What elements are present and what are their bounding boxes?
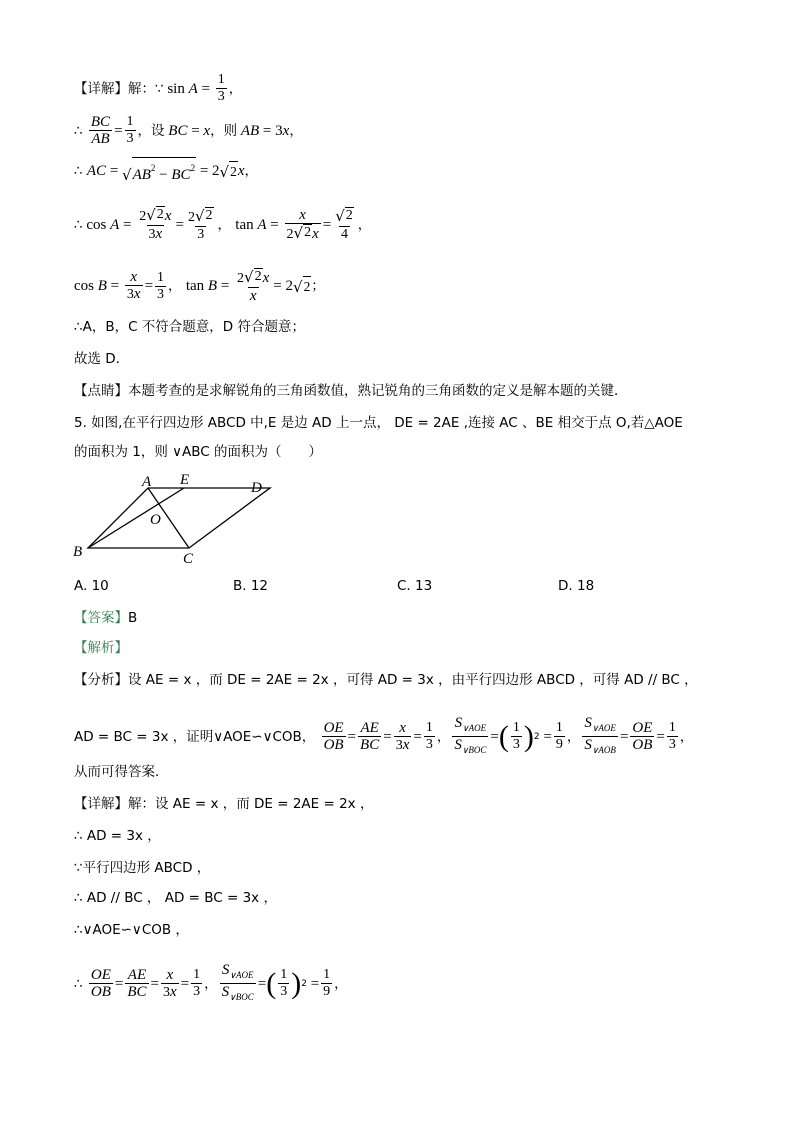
segment-be [88,488,184,548]
detail-line-5: cos B = $\frac{x}{3x}$ = $\frac{1}{3}$ ， tan B = 2 √ 2 x x = 2 √ 2 ； [74,268,325,304]
comment-text: 本题考查的是求解锐角的三角函数值，熟记锐角的三角函数的定义是解本题的关键． [128,383,628,399]
label-b: B [73,544,83,560]
option-a: A. 10 [74,578,109,594]
fraction: $\frac{1}{3}$ [425,720,433,752]
question-5-line-1: 5. 如图,在平行四边形 ABCD 中,E 是边 AD 上一点， DE = 2AE ,连接 AC 、BE 相交于点 O,若△AOE [74,415,683,431]
fraction: $\frac{AE}{BC}$ [360,720,380,753]
option-d: D. 18 [558,578,595,594]
comment-tag: 【点睛】 [74,383,128,399]
fraction: $\frac{1}{3}$ [157,269,165,302]
fraction: $\frac{OE}{OB}$ [323,720,344,753]
parallelogram-figure [68,470,288,570]
detail2-line-3: ∵平行四边形 ABCD ， [74,860,211,876]
conclusion-line: ∴A，B，C 不符合题意，D 符合题意； [74,319,305,335]
question-5-line-2: 的面积为 1，则 ∨ABC 的面积为（ ） [74,444,323,460]
fraction: 2 √ 2 x x [237,268,270,304]
fraction: $\frac{1}{3}$ [280,967,288,999]
fraction: $\frac{OE}{OB}$ [90,967,111,1000]
radical: √ 2 [293,277,311,296]
detail-line-4: ∴ cos A = 2 √ 2 x 3x = 2 √ 2 3 ， tan A = x 2 √ 2 x = √ 2 4 ， [74,206,372,242]
fraction: $\frac{1}{9}$ [323,967,331,999]
analysis-tag: 【解析】 [74,640,128,656]
fraction: $\frac{x}{3x}$ [126,269,141,302]
answer-tag: 【答案】 [74,610,128,626]
detail-line-3: ∴ AC = √ $AB^2 - BC^2$ = 2 √ 2 x ， [74,157,258,185]
detail2-line-1: 【详解】 解： 设 AE = x ，而 DE = 2AE = 2x ， [74,796,374,812]
detail-line-2: ∴ $\frac{BC}{AB}$ = $\frac{1}{3}$ ，设 BC = x ，则 AB = 3 x ， [74,114,303,147]
fraction: $\frac{1}{3}$ [126,114,134,146]
fraction: $\frac{1}{3}$ [512,720,520,752]
label-o: O [150,512,161,528]
analyze-line-1: 【分析】 设 AE = x ，而 DE = 2AE = 2x ，可得 AD = 3x ，由平行四边形 ABCD ，可得 AD // BC ， [74,672,698,688]
fraction: $\frac{1}{9}$ [555,720,563,752]
detail2-line-2: ∴ AD = 3x ， [74,828,161,844]
label-e: E [180,472,190,488]
fraction: $\frac{x}{3x}$ [163,966,177,1000]
fraction: $\frac{S_{\vee AOE}}{S_{\vee BOC}}$ [220,962,256,1005]
answer-value: B [128,610,138,626]
detail2-line-5: ∴∨AOE∽∨COB ， [74,922,189,938]
option-b: B. 12 [233,578,269,594]
detail-line-1: 【详解】 解： ∵ sin A = $\frac{1}{3}$ ， [74,72,243,104]
comment-line [74,381,628,401]
option-c: C. 13 [397,578,433,594]
fraction: x 2 √ 2 x [286,206,319,242]
fraction: $\frac{x}{3x}$ [395,719,410,753]
label-d: D [251,480,262,496]
fraction: $\frac{BC}{AB}$ [90,114,111,147]
fraction: $\frac{AE}{BC}$ [127,967,147,1000]
analyze-tag: 【分析】 [74,672,128,688]
fraction: $\frac{1}{3}$ [668,720,676,752]
label-c: C [183,551,194,567]
detail-tag: 【详解】 [74,80,128,97]
label-a: A [142,474,152,490]
choose-line: 故选 D. [74,351,120,367]
fraction: √ 2 4 [335,206,353,242]
answer-line [74,608,137,628]
because-symbol: ∵ [155,80,164,97]
analyze-line-2: AD = BC = 3x ，证明∨AOE∽∨COB， $\frac{OE}{OB}$ = $\frac{AE}{BC}$ = $\frac{x}{3x}$ = $\frac{1}{3}$ ， $\frac{S_{\vee AOE}}{S_{\vee BOC}}$ = ( $\frac{1}{3}$ ) 2 = $\frac{1}{9}$ ， $\frac{S_{\vee AOE}}{S_{\vee AOB}}$ = $\frac{OE}{OB}$ = $\frac{1}{3}$ ， [74,715,693,758]
detail2-line-6: ∴ $\frac{OE}{OB}$ = $\frac{AE}{BC}$ = $\frac{x}{3x}$ = $\frac{1}{3}$ ， $\frac{S_{\vee AOE}}{S_{\vee BOC}}$ = ( $\frac{1}{3}$ ) 2 = $\frac{1}{9}$ ， [74,962,348,1005]
from-that-line: 从而可得答案． [74,764,169,780]
detail2-line-4: ∴ AD // BC ， AD = BC = 3x ， [74,890,277,906]
fraction: $\frac{S_{\vee AOE}}{S_{\vee AOB}}$ [582,715,618,758]
fraction: $\frac{S_{\vee AOE}}{S_{\vee BOC}}$ [452,715,488,758]
radical: √ 2 [219,162,237,181]
solve-text: 解： [128,80,155,97]
fraction: $\frac{OE}{OB}$ [632,720,653,753]
detail-tag-2: 【详解】 [74,796,128,812]
radical: √ $AB^2 - BC^2$ [122,157,196,185]
fraction: 2 √ 2 x 3x [139,206,172,242]
fraction: $\frac{1}{3}$ [217,72,225,104]
fraction: 2 √ 2 3 [187,206,213,242]
parallelogram-abcd [88,488,270,548]
fraction: $\frac{1}{3}$ [193,967,201,999]
